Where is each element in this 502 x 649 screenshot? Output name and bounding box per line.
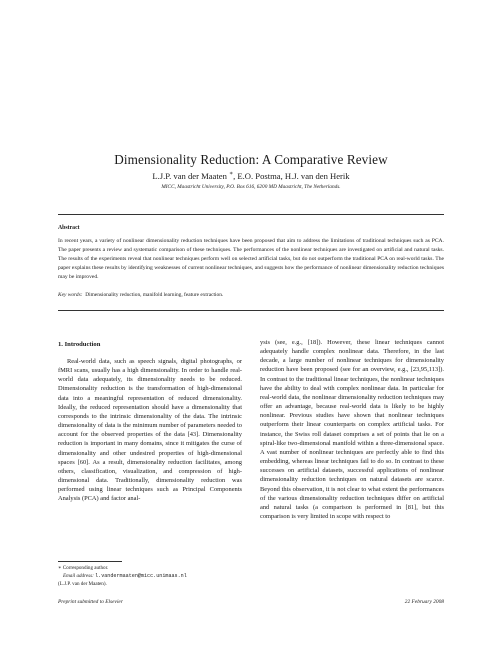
co-authors: , E.O. Postma, H.J. van den Herik [233, 170, 350, 181]
first-author: L.J.P. van der Maaten [152, 170, 227, 181]
abstract-heading: Abstract [58, 225, 80, 231]
abstract-bottom-rule [58, 310, 444, 311]
body-column-left: Real-world data, such as speech signals, digital photographs, or fMRI scans, usually has a high dimensionality. In order to handle real-world data adequately, its dimensionality needs to be reduced. Dimensionality reduction is the transformation of high-dimensional data into a meaningful representation of reduced dimensionality. Ideally, the reduced representation should have a dimensionality that corresponds to the intrinsic dimensionality of the data. The intrinsic dimensionality of data is the minimum number of parameters needed to account for the observed properties of the data [43]. Dimensionality reduction is important in many domains, since it mitigates the curse of dimensionality and other undesired properties of high-dimensional spaces [60]. As a result, dimensionality reduction facilitates, among others, classification, visualization, and compression of high-dimensional data. Traditionally, dimensionality reduction was performed using linear techniques such as Principal Components Analysis (PCA) and factor anal- [58, 358, 242, 503]
keywords-label: Key words: [58, 292, 83, 298]
section-heading-introduction: 1. Introduction [58, 341, 101, 348]
abstract-body: In recent years, a variety of nonlinear dimensionality reduction techniques have been proposed that aim to address the limitations of traditional techniques such as PCA. The paper presents a review and systematic comparison of these techniques. The performances of the nonlinear techniques are investigated on artificial and natural tasks. The results of the experiments reveal that nonlinear techniques perform well on selected artificial tasks, but do not outperform the traditional PCA on real-world tasks. The paper explains these results by identifying weaknesses of current nonlinear techniques, and suggests how the performance of nonlinear dimensionality reduction techniques may be improved. [58, 238, 444, 281]
footnote-email-label: Email address: [63, 573, 94, 579]
affiliation: MICC, Maastricht University, P.O. Box 616, 6200 MD Maastricht, The Netherlands. [161, 184, 341, 190]
footnote-author-name: (L.J.P. van der Maaten). [58, 581, 107, 587]
footer-date: 22 February 2008 [404, 599, 444, 605]
footnote-email-line [63, 573, 187, 579]
keywords-line [58, 292, 223, 298]
abstract-top-rule [58, 214, 444, 215]
body-column-right: ysis (see, e.g., [18]). However, these linear techniques cannot adequately handle complex nonlinear data. Therefore, in the last decade, a large number of nonlinear techniques for dimensionality reduction have been proposed (see for an overview, e.g., [23,95,113]). In contrast to the traditional linear techniques, the nonlinear techniques have the ability to deal with complex nonlinear data. In particular for real-world data, the nonlinear dimensionality reduction techniques may offer an advantage, because real-world data is likely to be highly nonlinear. Previous studies have shown that nonlinear techniques outperform their linear counterparts on complex artificial tasks. For instance, the Swiss roll dataset comprises a set of points that lie on a spiral-like two-dimensional manifold within a three-dimensional space. A vast number of nonlinear techniques are perfectly able to find this embedding, whereas linear techniques fail to do so. In contrast to these successes on artificial datasets, successful applications of nonlinear dimensionality reduction techniques on natural datasets are scarce. Beyond this observation, it is not clear to what extent the performances of the various dimensionality reduction techniques differ on artificial and natural tasks (a comparison is performed in [81], but this comparison is very limited in scope with respect to [260, 339, 444, 520]
paper-title: Dimensionality Reduction: A Comparative Review [114, 152, 388, 167]
corresponding-author-mark: ∗ [229, 171, 234, 177]
footer-preprint-note: Preprint submitted to Elsevier [58, 599, 123, 605]
footnote-corresponding: ∗ Corresponding author. [58, 565, 109, 571]
footnote-rule [58, 561, 122, 562]
keywords-text: Dimensionality reduction, manifold learning, feature extraction. [85, 292, 224, 298]
footnote-email[interactable]: l.vandermaaten@micc.unimaas.nl [95, 573, 187, 579]
author-line [0, 170, 502, 181]
